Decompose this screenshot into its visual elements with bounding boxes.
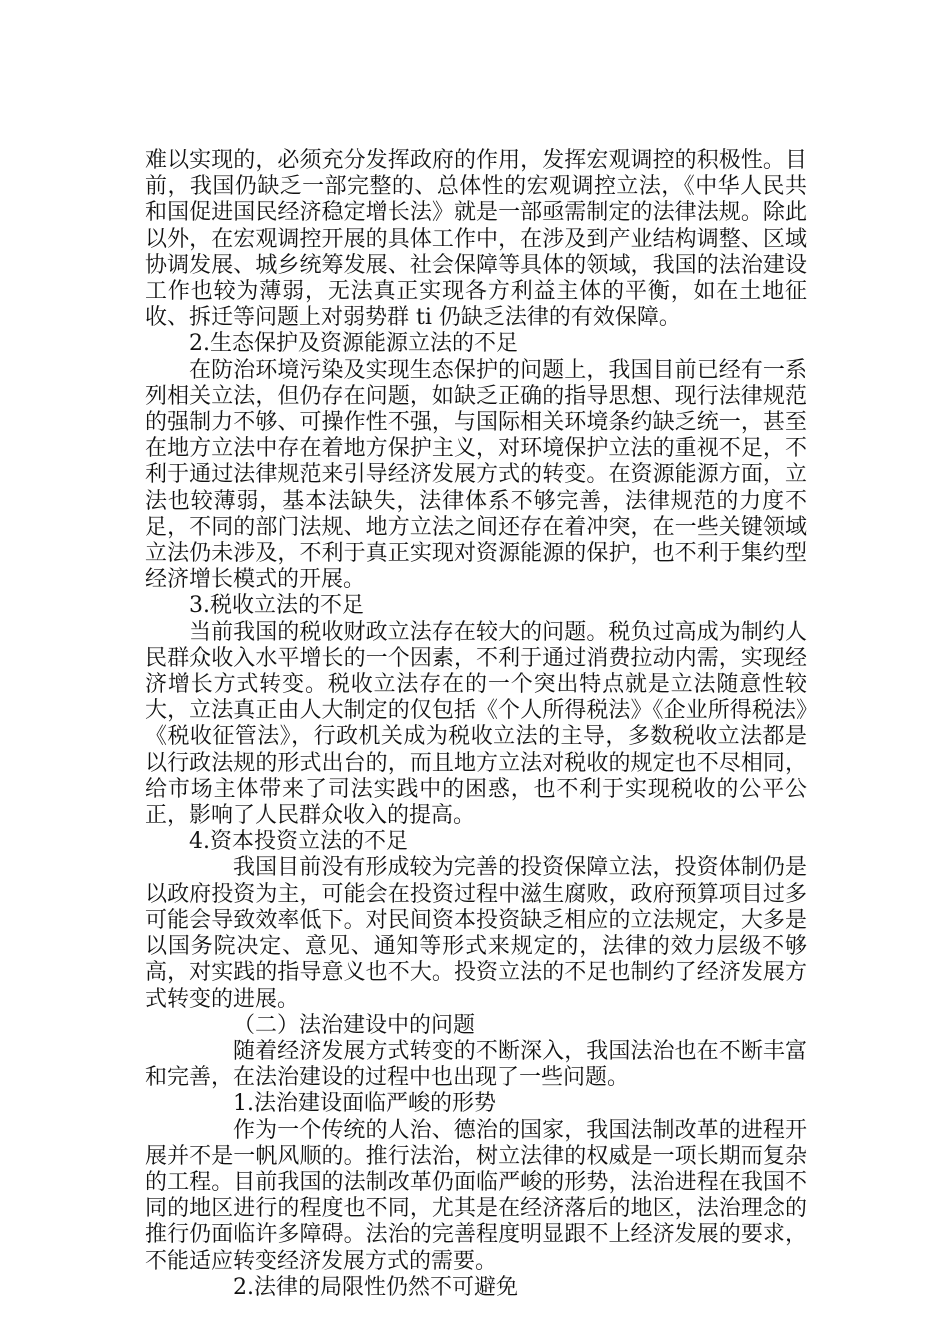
- document-body: [145, 148, 807, 1301]
- heading-ecology-legislation: 2.生态保护及资源能源立法的不足: [189, 331, 518, 357]
- heading-tax-legislation: 3.税收立法的不足: [189, 593, 364, 619]
- paragraph-tax-legislation: 当前我国的税收财政立法存在较大的问题。税负过高成为制约人民群众收入水平增长的一个因素，不利于通过消费拉动内需，实现经济增长方式转变。税收立法存在的一个突出特点就是立法随意性较大，立法真正由人大制定的仅包括《个人所得税法》《企业所得税法》《税收征管法》，行政机关成为税收立法的主导，多数税收立法都是以行政法规的形式出台的，而且地方立法对税收的规定也不尽相同，给市场主体带来了司法实践中的困惑，也不利于实现税收的公平公正，影响了人民群众收入的提高。: [145, 619, 807, 829]
- paragraph-severe-situation: 作为一个传统的人治、德治的国家，我国法制改革的进程开展并不是一帆风顺的。推行法治，树立法律的权威是一项长期而复杂的工程。目前我国的法制改革仍面临严峻的形势，法治进程在我国不同的地区进行的程度也不同，尤其是在经济落后的地区，法治理念的推行仍面临许多障碍。法治的完善程度明显跟不上经济发展的要求，不能适应转变经济发展方式的需要。: [145, 1117, 807, 1274]
- heading-law-limitations: 2.法律的局限性仍然不可避免: [233, 1274, 518, 1300]
- paragraph-investment-legislation: 我国目前没有形成较为完善的投资保障立法，投资体制仍是以政府投资为主，可能会在投资过程中滋生腐败，政府预算项目过多可能会导致效率低下。对民间资本投资缺乏相应的立法规定，大多是以国务院决定、意见、通知等形式来规定的，法律的效力层级不够高，对实践的指导意义也不大。投资立法的不足也制约了经济发展方式转变的进展。: [145, 855, 807, 1012]
- paragraph-rule-of-law-intro: 随着经济发展方式转变的不断深入，我国法治也在不断丰富和完善，在法治建设的过程中也出现了一些问题。: [145, 1038, 807, 1091]
- heading-severe-situation: 1.法治建设面临严峻的形势: [233, 1091, 496, 1117]
- section-heading-rule-of-law-problems: （二）法治建设中的问题: [233, 1012, 476, 1038]
- paragraph-macro-control: 难以实现的，必须充分发挥政府的作用，发挥宏观调控的积极性。目前，我国仍缺乏一部完整的、总体性的宏观调控立法，《中华人民共和国促进国民经济稳定增长法》就是一部亟需制定的法律法规。除此以外，在宏观调控开展的具体工作中，在涉及到产业结构调整、区域协调发展、城乡统筹发展、社会保障等具体的领域，我国的法治建设工作也较为薄弱，无法真正实现各方利益主体的平衡，如在土地征收、拆迁等问题上对弱势群 ti 仍缺乏法律的有效保障。: [145, 148, 807, 331]
- paragraph-ecology-legislation: 在防治环境污染及实现生态保护的问题上，我国目前已经有一系列相关立法，但仍存在问题，如缺乏正确的指导思想、现行法律规范的强制力不够、可操作性不强，与国际相关环境条约缺乏统一，甚至在地方立法中存在着地方保护主义，对环境保护立法的重视不足，不利于通过法律规范来引导经济发展方式的转变。在资源能源方面，立法也较薄弱，基本法缺失，法律体系不够完善，法律规范的力度不足，不同的部门法规、地方立法之间还存在着冲突，在一些关键领域立法仍未涉及，不利于真正实现对资源能源的保护，也不利于集约型经济增长模式的开展。: [145, 357, 807, 593]
- heading-investment-legislation: 4.资本投资立法的不足: [189, 829, 408, 855]
